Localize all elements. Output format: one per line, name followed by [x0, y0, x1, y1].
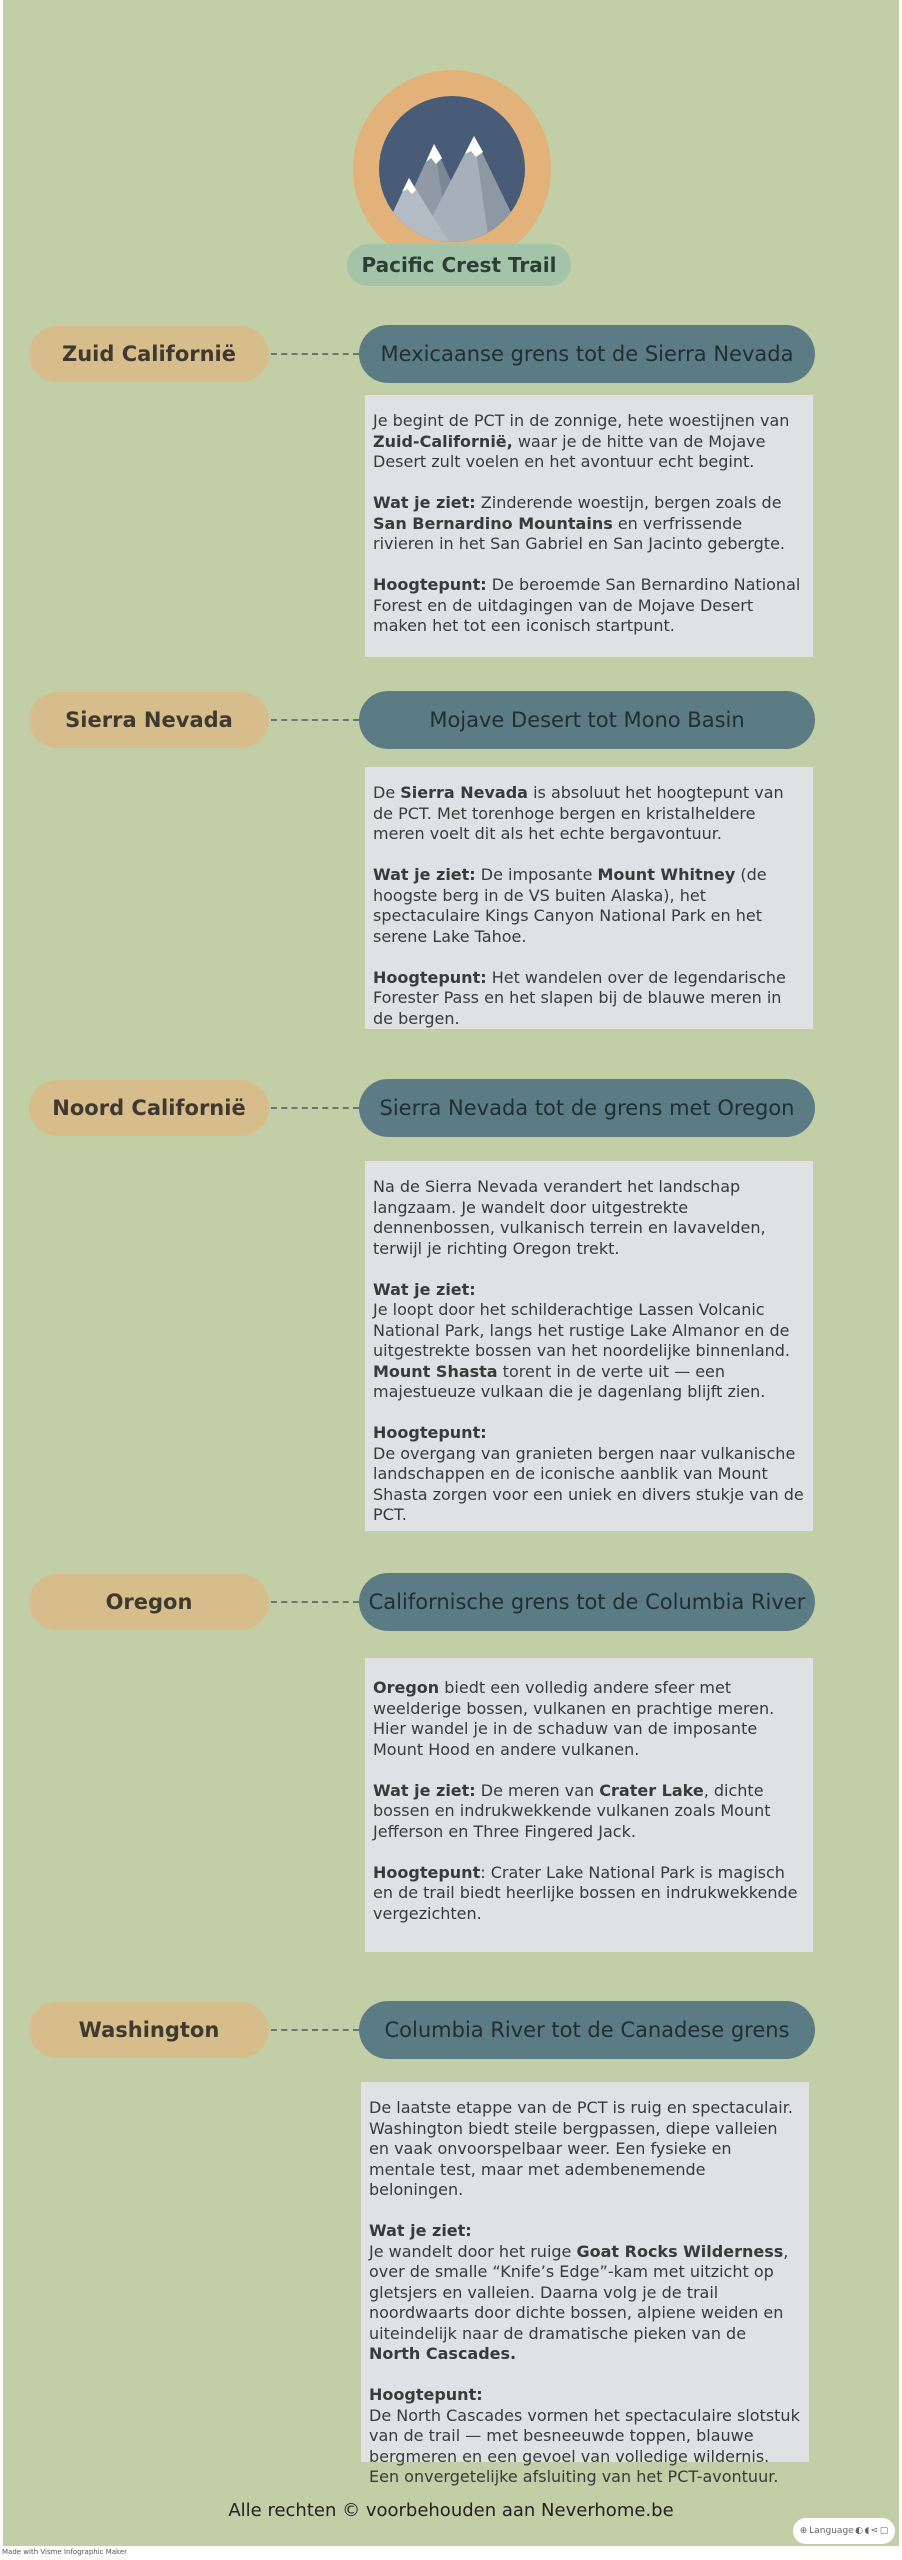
- route-label: Mexicaanse grens tot de Sierra Nevada: [359, 325, 815, 383]
- intro-paragraph: De Sierra Nevada is absoluut het hoogtepunt van de PCT. Met torenhoge bergen en kristalheldere meren voelt dit als het echte bergavontuur.: [373, 783, 784, 843]
- dashed-connector: [271, 1601, 359, 1603]
- mountain-logo-icon: [379, 96, 525, 242]
- region-label: Noord Californië: [29, 1080, 269, 1136]
- highlight-paragraph: Hoogtepunt: Crater Lake National Park is magisch en de trail biedt heerlijke bossen en indrukwekkende vergezichten.: [373, 1862, 798, 1923]
- see-paragraph: Wat je ziet: Zinderende woestijn, bergen zoals de San Bernardino Mountains en verfrissende rivieren in het San Gabriel en San Jacinto gebergte.: [373, 493, 786, 553]
- section-description: [365, 767, 813, 1029]
- infographic-canvas: [3, 0, 899, 2546]
- fullscreen-icon[interactable]: ▢: [879, 2526, 889, 2536]
- footer-copyright: Alle rechten © voorbehouden aan Neverhome.be: [228, 2500, 674, 2521]
- globe-icon: ⊕: [799, 2526, 808, 2536]
- region-label: Oregon: [29, 1574, 269, 1630]
- language-label: Language: [809, 2526, 854, 2536]
- dashed-connector: [271, 719, 359, 721]
- viewer-toolbar: [793, 2518, 895, 2544]
- see-paragraph: Wat je ziet: De imposante Mount Whitney (de hoogste berg in de VS buiten Alaska), het spectaculaire Kings Canyon National Park en het serene Lake Tahoe.: [373, 865, 767, 946]
- share-icon[interactable]: ⋖: [870, 2526, 879, 2536]
- region-label: Zuid Californië: [29, 326, 269, 382]
- route-label: Sierra Nevada tot de grens met Oregon: [359, 1079, 815, 1137]
- section-description: [365, 1658, 813, 1952]
- intro-paragraph: De laatste etappe van de PCT is ruig en spectaculair. Washington biedt steile bergpassen, diepe valleien en vaak onvoorspelbaar weer. Een fysieke en mentale test, maar met adembenemende beloningen.: [369, 2098, 793, 2199]
- page-title: Pacific Crest Trail: [347, 244, 571, 286]
- highlight-paragraph: Hoogtepunt: De overgang van granieten bergen naar vulkanische landschappen en de iconische aanblik van Mount Shasta zorgen voor een uniek en divers stukje van de PCT.: [373, 1423, 804, 1524]
- dashed-connector: [271, 353, 359, 355]
- intro-paragraph: Oregon biedt een volledig andere sfeer met weelderige bossen, vulkanen en prachtige meren. Hier wandel je in de schaduw van de imposante Mount Hood en andere vulkanen.: [373, 1678, 775, 1759]
- highlight-paragraph: Hoogtepunt: De beroemde San Bernardino National Forest en de uitdagingen van de Mojave Desert maken het tot een iconisch startpunt.: [373, 575, 801, 635]
- highlight-paragraph: Hoogtepunt: De North Cascades vormen het spectaculaire slotstuk van de trail — met besneeuwde toppen, blauwe bergmeren en een gevoel van volledige wildernis. Een onvergetelijke afsluiting van het PCT-avontuur.: [369, 2385, 800, 2486]
- route-label: Columbia River tot de Canadese grens: [359, 2001, 815, 2059]
- see-paragraph: Wat je ziet: De meren van Crater Lake, dichte bossen en indrukwekkende vulkanen zoals Mount Jefferson en Three Fingered Jack.: [373, 1780, 771, 1841]
- dashed-connector: [271, 2029, 359, 2031]
- route-label: Mojave Desert tot Mono Basin: [359, 691, 815, 749]
- see-paragraph: Wat je ziet: Je loopt door het schilderachtige Lassen Volcanic National Park, langs het rustige Lake Almanor en de uitgestrekte bossen van het noordelijke binnenland. Mount Shasta torent in de verte uit — een majestueuze vulkaan die je dagenlang blijft zien.: [373, 1279, 791, 1401]
- dashed-connector: [271, 1107, 359, 1109]
- intro-paragraph: Je begint de PCT in de zonnige, hete woestijnen van Zuid-Californië, waar je de hitte van de Mojave Desert zult voelen en het avontuur echt begint.: [373, 411, 790, 471]
- region-label: Sierra Nevada: [29, 692, 269, 748]
- section-description: [365, 1161, 813, 1531]
- highlight-paragraph: Hoogtepunt: Het wandelen over de legendarische Forester Pass en het slapen bij de blauwe meren in de bergen.: [373, 967, 786, 1028]
- route-label: Californische grens tot de Columbia River: [359, 1573, 815, 1631]
- section-description: [365, 395, 813, 657]
- region-label: Washington: [29, 2002, 269, 2058]
- see-paragraph: Wat je ziet: Je wandelt door het ruige Goat Rocks Wilderness, over de smalle “Knife’s Edge”-kam met uitzicht op gletsjers en valleien. Daarna volg je de trail noordwaarts door dichte bossen, alpiene weiden en uiteindelijk naar de dramatische pieken van de North Cascades.: [369, 2221, 789, 2363]
- sound-icon[interactable]: ◖: [864, 2526, 870, 2536]
- made-with-link[interactable]: Made with Visme Infographic Maker: [2, 2548, 128, 2556]
- section-description: [361, 2082, 809, 2486]
- language-button[interactable]: [800, 2526, 854, 2536]
- intro-paragraph: Na de Sierra Nevada verandert het landschap langzaam. Je wandelt door uitgestrekte dennenbossen, vulkanisch terrein en lavavelden, terwijl je richting Oregon trekt.: [373, 1177, 766, 1258]
- theme-toggle-icon[interactable]: ◐: [855, 2526, 864, 2536]
